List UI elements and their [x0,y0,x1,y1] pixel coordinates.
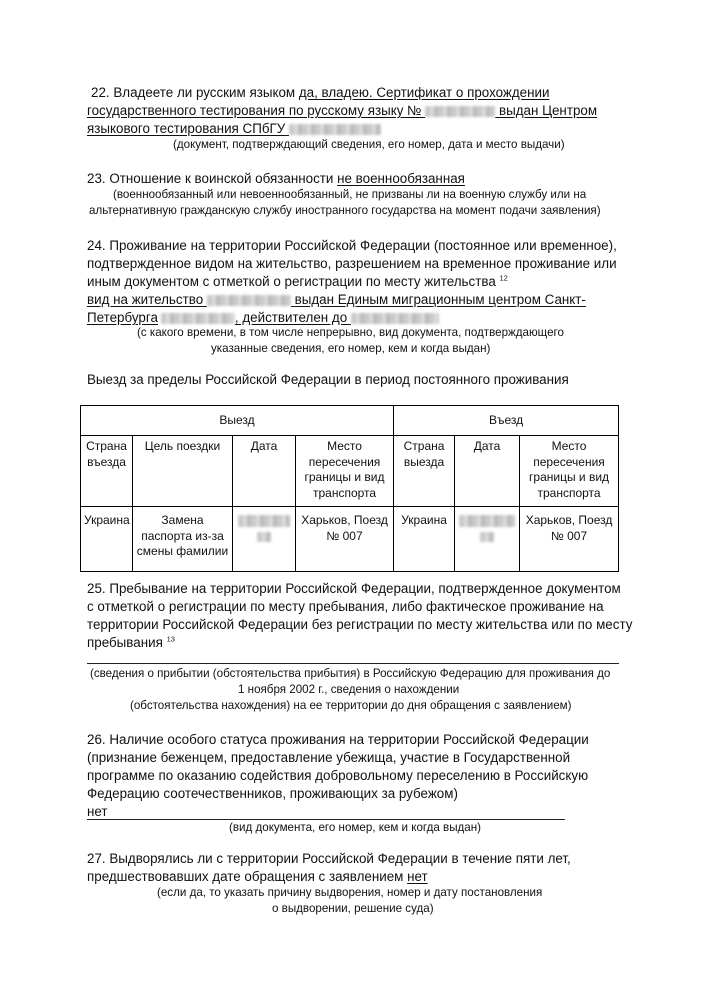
q24-answer-1: вид на жительство выдан Единым миграционным центром Санкт- [87,292,586,307]
table-cell: Замена паспорта из-за смены фамилии [133,507,233,572]
q24-note-1: (с какого времени, в том числе непрерывно, вид документа, подтверждающего [137,326,564,339]
q22-line-1: 22. Владеете ли русским языком да, владею. Сертификат о прохождении [91,85,550,100]
q25-note-3: (обстоятельства нахождения) на ее территории до дня обращения с заявлением) [130,699,572,712]
q25-line-2: с отметкой о регистрации по месту пребывания, либо фактическое проживание на [87,599,604,614]
column-header: Место пересечения границы и вид транспорта [296,436,394,507]
table-cell-redacted [233,507,296,572]
group-header-exit: Выезд [81,406,394,436]
q25-note-1: (сведения о прибытии (обстоятельства прибытия) в Российскую Федерацию для проживания до [90,667,611,680]
redacted-exit-date [238,515,290,527]
redacted-certificate-number [425,106,495,117]
redacted-exit-date-year [257,532,271,542]
q27-line-2: предшествовавших дате обращения с заявлением нет [87,869,428,884]
q26-line-2: (признание беженцем, предоставление убежища, участие в Государственной [87,750,571,765]
q25-line-3: территории Российской Федерации без регистрации по месту жительства или по месту [87,617,633,632]
travel-table [80,405,619,572]
q24-line-3: иным документом с отметкой о регистрации по месту жительства $^{12}$ [87,273,508,289]
column-header: Дата [233,436,296,507]
table-row [81,507,619,572]
redacted-expiry-date [351,313,439,324]
redacted-entry-date-year [480,532,494,542]
q26-line-1: 26. Наличие особого статуса проживания на территории Российской Федерации [87,732,589,747]
q22-line-3: языкового тестирования СПбГУ [87,120,381,138]
table-cell: Украина [81,507,133,572]
table-cell: Харьков, Поезд № 007 [296,507,394,572]
column-header: Цель поездки [133,436,233,507]
q25-line-4: пребывания $^{13}$ [87,634,175,650]
redacted-issue-date [289,124,381,135]
column-header: Страна выезда [394,436,455,507]
q24-answer-2: Петербурга , действителен до [87,309,439,327]
q25-note-2: 1 ноября 2002 г., сведения о нахождении [238,683,460,696]
q24-line-2: подтвержденное видом на жительство, разрешением на временное проживание или [87,256,617,271]
q26-answer: нет [87,804,108,819]
table-cell-redacted [455,507,520,572]
q23-line: 23. Отношение к воинской обязанности не военнообязанная [87,171,465,186]
q23-note-2: альтернативную гражданскую службу иностранного государства на момент подачи заявления) [89,204,601,217]
q25-line-1: 25. Пребывание на территории Российской Федерации, подтвержденное документом [87,581,621,596]
column-header: Дата [455,436,520,507]
column-header: Место пересечения границы и вид транспорта [520,436,619,507]
table-cell: Украина [394,507,455,572]
travel-heading: Выезд за пределы Российской Федерации в период постоянного проживания [87,372,569,387]
group-header-entry: Въезд [394,406,619,436]
q26-line-3: программе по оказанию содействия добровольному переселению в Российскую [87,768,589,783]
q26-note: (вид документа, его номер, кем и когда выдан) [229,821,482,834]
column-header: Страна въезда [81,436,133,507]
q27-note-1: (если да, то указать причину выдворения, номер и дату постановления [157,886,543,899]
q27-answer: нет [407,869,428,884]
q24-line-1: 24. Проживание на территории Российской Федерации (постоянное или временное), [87,238,617,253]
q23-answer: не военнообязанная [337,171,465,186]
table-cell: Харьков, Поезд № 007 [520,507,619,572]
footnote-ref-13: 13 [166,634,175,644]
redacted-issue-date [161,313,235,324]
q22-note: (документ, подтверждающий сведения, его номер, дата и место выдачи) [173,138,565,151]
redacted-entry-date [459,515,515,527]
q27-note-2: о выдворении, решение суда) [272,902,434,915]
q27-line-1: 27. Выдворялись ли с территории Российской Федерации в течение пяти лет, [87,851,571,866]
q22-answer: да, владею. Сертификат о прохождении [298,85,550,100]
q24-note-2: указанные сведения, его номер, кем и когда выдан) [211,342,491,355]
q25-answer-line [87,663,619,664]
q22-line-2: государственного тестирования по русскому языку № выдан Центром [87,103,598,118]
redacted-residence-permit-number [207,295,291,306]
q26-line-4: Федерацию соотечественников, проживающих за рубежом) [87,786,458,801]
footnote-ref-12: 12 [499,273,508,283]
q23-note-1: (военнообязанный или невоеннообязанный, не призваны ли на военную службу или на [113,188,587,201]
